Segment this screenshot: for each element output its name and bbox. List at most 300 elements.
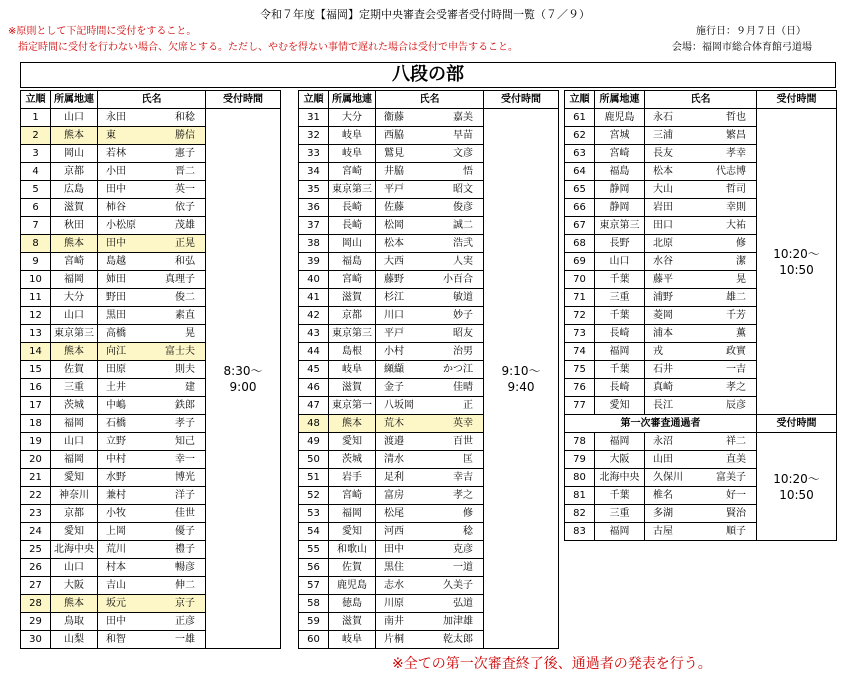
region-cell: 熊本 (329, 415, 376, 433)
family-name: 志水 (384, 579, 404, 591)
region-cell: 徳島 (329, 595, 376, 613)
order-cell: 6 (21, 199, 51, 217)
given-name: 勝信 (175, 129, 195, 141)
name-cell (645, 235, 757, 253)
region-cell: 長野 (595, 235, 645, 253)
given-name: 修 (736, 237, 746, 249)
family-name: 水谷 (653, 255, 673, 267)
given-name: 茂雄 (175, 219, 195, 231)
region-cell: 大分 (51, 289, 98, 307)
region-cell: 静岡 (595, 181, 645, 199)
name-cell (376, 199, 484, 217)
given-name: 晃 (185, 327, 195, 339)
given-name: 誠二 (453, 219, 473, 231)
family-name: 田中 (106, 183, 126, 195)
family-name: 河西 (384, 525, 404, 537)
given-name: 依子 (175, 201, 195, 213)
region-cell: 愛知 (51, 523, 98, 541)
region-header: 所属地連 (329, 91, 376, 109)
name-cell (376, 595, 484, 613)
family-name: 南井 (384, 615, 404, 627)
region-cell: 宮崎 (329, 487, 376, 505)
reception-time: 9:10～ 9:40 (484, 109, 559, 649)
order-cell: 80 (565, 469, 595, 487)
family-name: 田中 (106, 615, 126, 627)
family-name: 金子 (384, 381, 404, 393)
order-cell: 59 (299, 613, 329, 631)
family-name: 大山 (653, 183, 673, 195)
region-cell: 長崎 (329, 199, 376, 217)
order-cell: 60 (299, 631, 329, 649)
given-name: 敏道 (453, 291, 473, 303)
given-name: 正晃 (175, 237, 195, 249)
order-cell: 1 (21, 109, 51, 127)
given-name: 富美子 (716, 471, 746, 483)
given-name: 小百合 (443, 273, 473, 285)
schedule-table-2 (298, 90, 559, 649)
given-name: 治男 (453, 345, 473, 357)
family-name: 荒川 (106, 543, 126, 555)
family-name: 三浦 (653, 129, 673, 141)
order-cell: 72 (565, 307, 595, 325)
family-name: 長友 (653, 147, 673, 159)
name-cell (98, 595, 206, 613)
schedule-table-1 (20, 90, 281, 649)
given-name: 浩弐 (453, 237, 473, 249)
given-name: 順子 (726, 525, 746, 537)
region-cell: 佐賀 (329, 559, 376, 577)
family-name: 田口 (653, 219, 673, 231)
name-cell (98, 379, 206, 397)
given-name: 悟 (463, 165, 473, 177)
given-name: 晃 (736, 273, 746, 285)
family-name: 松尾 (384, 507, 404, 519)
time-header: 受付時間 (757, 91, 837, 109)
order-cell: 62 (565, 127, 595, 145)
given-name: 正 (463, 399, 473, 411)
name-cell (98, 541, 206, 559)
order-cell: 69 (565, 253, 595, 271)
family-name: 野田 (106, 291, 126, 303)
given-name: 一雄 (175, 633, 195, 645)
region-cell: 三重 (595, 505, 645, 523)
region-cell: 滋賀 (329, 289, 376, 307)
reception-time: 8:30～ 9:00 (206, 109, 281, 649)
region-cell: 大分 (329, 109, 376, 127)
given-name: 和弘 (175, 255, 195, 267)
given-name: 政實 (726, 345, 746, 357)
region-cell: 山口 (51, 109, 98, 127)
region-cell: 岡山 (329, 235, 376, 253)
table-row (565, 433, 837, 451)
given-name: 潔 (736, 255, 746, 267)
section-title: 八段の部 (20, 62, 836, 88)
given-name: 憲子 (175, 147, 195, 159)
family-name: 北原 (653, 237, 673, 249)
region-cell: 福岡 (329, 505, 376, 523)
region-cell: 熊本 (51, 127, 98, 145)
order-cell: 54 (299, 523, 329, 541)
region-cell: 千葉 (595, 307, 645, 325)
family-name: 浦野 (653, 291, 673, 303)
given-name: 京子 (175, 597, 195, 609)
region-cell: 福島 (595, 163, 645, 181)
region-cell: 島根 (329, 343, 376, 361)
given-name: 英一 (175, 183, 195, 195)
order-cell: 81 (565, 487, 595, 505)
region-cell: 宮崎 (51, 253, 98, 271)
order-cell: 37 (299, 217, 329, 235)
region-cell: 岡山 (51, 145, 98, 163)
given-name: 伸二 (175, 579, 195, 591)
order-cell: 12 (21, 307, 51, 325)
region-cell: 福岡 (595, 433, 645, 451)
family-name: 吉山 (106, 579, 126, 591)
family-name: 立野 (106, 435, 126, 447)
region-cell: 福島 (329, 253, 376, 271)
reception-note: ※原則として下記時間に受付をすること。 (8, 26, 197, 37)
given-name: 素直 (175, 309, 195, 321)
name-header: 氏名 (645, 91, 757, 109)
family-name: 中嶋 (106, 399, 126, 411)
order-cell: 7 (21, 217, 51, 235)
family-name: 真崎 (653, 381, 673, 393)
family-name: 鷲見 (384, 147, 404, 159)
family-name: 衞藤 (384, 111, 404, 123)
name-cell (376, 307, 484, 325)
region-cell: 広島 (51, 181, 98, 199)
order-cell: 24 (21, 523, 51, 541)
name-cell (645, 451, 757, 469)
region-cell: 宮崎 (329, 163, 376, 181)
region-cell: 北海中央 (51, 541, 98, 559)
name-cell (376, 325, 484, 343)
name-cell (376, 253, 484, 271)
name-cell (645, 505, 757, 523)
name-cell (98, 343, 206, 361)
order-cell: 82 (565, 505, 595, 523)
order-cell: 5 (21, 181, 51, 199)
given-name: 知己 (175, 435, 195, 447)
family-name: 若林 (106, 147, 126, 159)
family-name: 永石 (653, 111, 673, 123)
given-name: 晋二 (175, 165, 195, 177)
family-name: 佐藤 (384, 201, 404, 213)
absence-note: 指定時間に受付を行わない場合、欠席とする。ただし、やむを得ない事情で遅れた場合は受付で申告すること。 (8, 42, 518, 53)
order-cell: 25 (21, 541, 51, 559)
region-cell: 愛知 (595, 397, 645, 415)
region-cell: 岐阜 (329, 361, 376, 379)
region-cell: 山口 (595, 253, 645, 271)
family-name: 八坂岡 (384, 399, 414, 411)
order-cell: 73 (565, 325, 595, 343)
region-cell: 福岡 (51, 415, 98, 433)
family-name: 大西 (384, 255, 404, 267)
order-header: 立順 (21, 91, 51, 109)
given-name: 幸則 (726, 201, 746, 213)
name-cell (645, 307, 757, 325)
region-cell: 鹿児島 (329, 577, 376, 595)
order-cell: 33 (299, 145, 329, 163)
name-cell (98, 217, 206, 235)
name-cell (98, 109, 206, 127)
region-cell: 熊本 (51, 595, 98, 613)
order-cell: 46 (299, 379, 329, 397)
family-name: 菱岡 (653, 309, 673, 321)
family-name: 田原 (106, 363, 126, 375)
order-cell: 26 (21, 559, 51, 577)
order-cell: 45 (299, 361, 329, 379)
order-cell: 48 (299, 415, 329, 433)
order-cell: 42 (299, 307, 329, 325)
region-cell: 長崎 (329, 217, 376, 235)
region-cell: 岐阜 (329, 631, 376, 649)
order-cell: 40 (299, 271, 329, 289)
given-name: 好一 (726, 489, 746, 501)
order-cell: 71 (565, 289, 595, 307)
name-cell (98, 451, 206, 469)
passers-header: 第一次審査通過者 (565, 415, 757, 433)
family-name: 松本 (384, 237, 404, 249)
order-cell: 10 (21, 271, 51, 289)
family-name: 川口 (384, 309, 404, 321)
name-cell (376, 505, 484, 523)
given-name: 繁昌 (726, 129, 746, 141)
order-cell: 64 (565, 163, 595, 181)
family-name: 藤野 (384, 273, 404, 285)
region-cell: 大阪 (51, 577, 98, 595)
order-cell: 15 (21, 361, 51, 379)
order-cell: 34 (299, 163, 329, 181)
region-cell: 宮崎 (595, 145, 645, 163)
order-cell: 16 (21, 379, 51, 397)
name-cell (645, 127, 757, 145)
name-cell (98, 289, 206, 307)
order-cell: 3 (21, 145, 51, 163)
region-cell: 愛知 (51, 469, 98, 487)
family-name: 片桐 (384, 633, 404, 645)
name-cell (98, 631, 206, 649)
name-cell (98, 163, 206, 181)
order-cell: 28 (21, 595, 51, 613)
order-cell: 56 (299, 559, 329, 577)
order-cell: 9 (21, 253, 51, 271)
given-name: 正彦 (175, 615, 195, 627)
name-cell (98, 181, 206, 199)
given-name: 哲司 (726, 183, 746, 195)
family-name: 松岡 (384, 219, 404, 231)
order-cell: 50 (299, 451, 329, 469)
time-header: 受付時間 (757, 415, 837, 433)
region-cell: 京都 (51, 163, 98, 181)
name-cell (376, 415, 484, 433)
family-name: 纐纈 (384, 363, 404, 375)
region-cell: 福岡 (595, 523, 645, 541)
order-cell: 19 (21, 433, 51, 451)
name-cell (376, 397, 484, 415)
name-cell (376, 631, 484, 649)
family-name: 足利 (384, 471, 404, 483)
order-cell: 20 (21, 451, 51, 469)
family-name: 坂元 (106, 597, 126, 609)
name-cell (98, 325, 206, 343)
given-name: 真理子 (165, 273, 195, 285)
region-cell: 千葉 (595, 271, 645, 289)
order-cell: 78 (565, 433, 595, 451)
name-cell (98, 271, 206, 289)
region-cell: 三重 (595, 289, 645, 307)
given-name: 直美 (726, 453, 746, 465)
region-cell: 岐阜 (329, 145, 376, 163)
footer-note: ※全ての第一次審査終了後、通過者の発表を行う。 (392, 656, 712, 672)
given-name: 孝幸 (726, 147, 746, 159)
name-cell (376, 235, 484, 253)
name-cell (645, 523, 757, 541)
family-name: 戎 (653, 345, 663, 357)
name-cell (376, 271, 484, 289)
given-name: 早苗 (453, 129, 473, 141)
region-cell: 滋賀 (51, 199, 98, 217)
region-cell: 熊本 (51, 343, 98, 361)
region-cell: 東京第三 (51, 325, 98, 343)
name-cell (376, 487, 484, 505)
given-name: 妙子 (453, 309, 473, 321)
order-cell: 79 (565, 451, 595, 469)
region-cell: 千葉 (595, 487, 645, 505)
region-cell: 東京第一 (329, 397, 376, 415)
region-cell: 北海中央 (595, 469, 645, 487)
header-row (21, 91, 281, 109)
name-cell (645, 343, 757, 361)
family-name: 山田 (653, 453, 673, 465)
family-name: 水野 (106, 471, 126, 483)
time-header: 受付時間 (206, 91, 281, 109)
name-cell (645, 109, 757, 127)
given-name: 嘉美 (453, 111, 473, 123)
order-cell: 17 (21, 397, 51, 415)
header-row (565, 415, 837, 433)
region-cell: 神奈川 (51, 487, 98, 505)
exam-date: 施行日：９月７日（日） (696, 26, 806, 37)
region-cell: 愛知 (329, 433, 376, 451)
family-name: 小牧 (106, 507, 126, 519)
region-cell: 宮城 (595, 127, 645, 145)
order-cell: 83 (565, 523, 595, 541)
region-cell: 山口 (51, 559, 98, 577)
given-name: 修 (463, 507, 473, 519)
name-cell (376, 289, 484, 307)
region-cell: 茨城 (329, 451, 376, 469)
given-name: 稔 (463, 525, 473, 537)
given-name: 大祐 (726, 219, 746, 231)
order-cell: 21 (21, 469, 51, 487)
family-name: 多湖 (653, 507, 673, 519)
order-cell: 38 (299, 235, 329, 253)
time-header: 受付時間 (484, 91, 559, 109)
given-name: 昭文 (453, 183, 473, 195)
region-cell: 熊本 (51, 235, 98, 253)
family-name: 松本 (653, 165, 673, 177)
order-cell: 77 (565, 397, 595, 415)
family-name: 浦本 (653, 327, 673, 339)
given-name: 佳世 (175, 507, 195, 519)
order-cell: 57 (299, 577, 329, 595)
family-name: 椎名 (653, 489, 673, 501)
region-cell: 茨城 (51, 397, 98, 415)
given-name: 百世 (453, 435, 473, 447)
order-cell: 44 (299, 343, 329, 361)
name-cell (376, 379, 484, 397)
family-name: 小田 (106, 165, 126, 177)
region-cell: 東京第三 (329, 325, 376, 343)
order-cell: 76 (565, 379, 595, 397)
family-name: 村本 (106, 561, 126, 573)
order-cell: 74 (565, 343, 595, 361)
name-cell (376, 109, 484, 127)
order-cell: 67 (565, 217, 595, 235)
name-cell (645, 487, 757, 505)
name-cell (645, 325, 757, 343)
region-cell: 鳥取 (51, 613, 98, 631)
region-cell: 福岡 (51, 451, 98, 469)
given-name: 英幸 (453, 417, 473, 429)
region-cell: 山梨 (51, 631, 98, 649)
region-cell: 滋賀 (329, 613, 376, 631)
exam-venue: 会場：福岡市総合体育館弓道場 (672, 42, 812, 53)
region-header: 所属地連 (595, 91, 645, 109)
family-name: 久保川 (653, 471, 683, 483)
name-cell (376, 163, 484, 181)
family-name: 荒木 (384, 417, 404, 429)
order-cell: 13 (21, 325, 51, 343)
region-cell: 岐阜 (329, 127, 376, 145)
table-row (565, 109, 837, 127)
family-name: 兼村 (106, 489, 126, 501)
given-name: 乾太郎 (443, 633, 473, 645)
name-cell (98, 559, 206, 577)
given-name: 孝之 (453, 489, 473, 501)
name-cell (645, 145, 757, 163)
order-cell: 27 (21, 577, 51, 595)
given-name: 博光 (175, 471, 195, 483)
family-name: 井脇 (384, 165, 404, 177)
family-name: 小松原 (106, 219, 136, 231)
given-name: 人実 (453, 255, 473, 267)
name-cell (98, 253, 206, 271)
name-cell (98, 235, 206, 253)
name-header: 氏名 (376, 91, 484, 109)
name-cell (98, 199, 206, 217)
name-cell (645, 397, 757, 415)
given-name: 昭友 (453, 327, 473, 339)
name-cell (376, 343, 484, 361)
name-header: 氏名 (98, 91, 206, 109)
region-cell: 千葉 (595, 361, 645, 379)
family-name: 永沼 (653, 435, 673, 447)
name-cell (645, 199, 757, 217)
family-name: 和智 (106, 633, 126, 645)
given-name: 雄二 (726, 291, 746, 303)
family-name: 石橋 (106, 417, 126, 429)
name-cell (645, 163, 757, 181)
name-cell (376, 523, 484, 541)
given-name: 暢彦 (175, 561, 195, 573)
order-cell: 55 (299, 541, 329, 559)
region-cell: 長崎 (595, 379, 645, 397)
given-name: 洋子 (175, 489, 195, 501)
page-title: 令和７年度【福岡】定期中央審査会受審者受付時間一覧（７／９） (260, 8, 590, 21)
order-cell: 51 (299, 469, 329, 487)
